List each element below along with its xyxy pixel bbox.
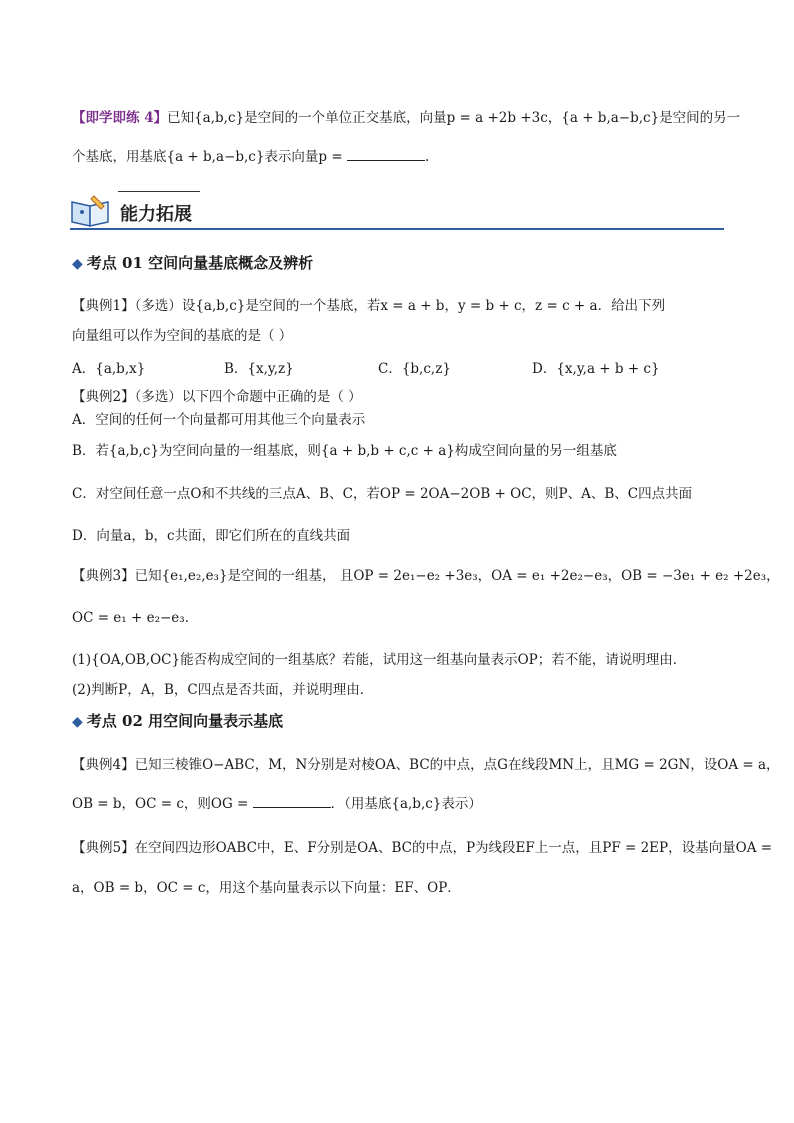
ex3-question-2: (2)判断P，A，B，C四点是否共面，并说明理由． bbox=[72, 682, 374, 698]
practice-4-line-2 bbox=[72, 146, 724, 167]
practice-4-line-1 bbox=[72, 108, 741, 128]
ex5-line-2: a，OB = b，OC = c，用这个基向量表示以下向量：EF、OP． bbox=[72, 880, 461, 896]
ex5-line-1: 【典例5】在空间四边形OABC中，E、F分别是OA、BC的中点，P为线段EF上一点，且PF = 2EP，设基向量OA = bbox=[72, 840, 773, 856]
ex1-option-b: B．{x,y,z} bbox=[224, 361, 294, 377]
answer-blank[interactable] bbox=[347, 146, 425, 161]
ex1-line-1: 【典例1】（多选）设{a,b,c}是空间的一个基底，若x = a + b，y = b + c，z = c + a．给出下列 bbox=[72, 298, 666, 314]
ex1-option-c: C．{b,c,z} bbox=[378, 361, 451, 377]
diamond-icon: ◆ bbox=[72, 256, 83, 272]
ex3-line-1: 【典例3】已知{e₁,e₂,e₃}是空间的一组基， 且OP = 2e₁−e₂ +3e₃，OA = e₁ +2e₂−e₃，OB = −3e₁ + e₂ +2e₃， bbox=[72, 568, 780, 584]
ex2-line-1: 【典例2】（多选）以下四个命题中正确的是（ ） bbox=[72, 389, 362, 405]
ex2-option-c: C．对空间任意一点O和不共线的三点A、B、C，若OP = 2OA−2OB + OC，则P、A、B、C四点共面 bbox=[72, 486, 693, 502]
kp2-title: 考点 02 用空间向量表示基底 bbox=[86, 712, 284, 730]
answer-blank[interactable] bbox=[253, 793, 331, 808]
period: . bbox=[424, 149, 430, 165]
section-header bbox=[70, 188, 724, 230]
ex4-text-b: ．（用基底{a,b,c}表示） bbox=[330, 796, 482, 812]
ex1-option-a: A．{a,b,x} bbox=[72, 361, 146, 377]
ex3-line-2: OC = e₁ + e₂−e₃． bbox=[72, 610, 199, 626]
practice-4-text-2: 个基底，用基底{a + b,a−b,c}表示向量p = bbox=[72, 149, 347, 165]
kp2-heading bbox=[72, 710, 283, 731]
practice-4-text-1: 已知{a,b,c}是空间的一个单位正交基底，向量p = a +2b +3c，{a + b,a−b,c}是空间的另一 bbox=[167, 110, 741, 126]
ex3-question-1: (1){OA,OB,OC}能否构成空间的一组基底？若能，试用这一组基向量表示OP；若不能，请说明理由． bbox=[72, 652, 687, 668]
book-pencil-icon bbox=[70, 192, 114, 228]
section-title-rule bbox=[118, 191, 200, 192]
ex2-option-d: D．向量a，b，c共面，即它们所在的直线共面 bbox=[72, 528, 351, 544]
section-title: 能力拓展 bbox=[120, 204, 192, 225]
kp1-title: 考点 01 空间向量基底概念及辨析 bbox=[86, 254, 314, 272]
ex2-option-a: A．空间的任何一个向量都可用其他三个向量表示 bbox=[72, 412, 366, 428]
practice-4-label: 【即学即练 4】 bbox=[72, 110, 168, 126]
ex1-line-2: 向量组可以作为空间的基底的是（ ） bbox=[72, 328, 293, 344]
ex4-text-a: OB = b，OC = c，则OG = bbox=[72, 796, 253, 812]
ex2-option-b: B．若{a,b,c}为空间向量的一组基底，则{a + b,b + c,c + a}构成空间向量的另一组基底 bbox=[72, 443, 617, 459]
kp1-heading bbox=[72, 252, 313, 273]
diamond-icon: ◆ bbox=[72, 714, 83, 730]
ex4-line-1: 【典例4】已知三棱锥O−ABC，M，N分别是对棱OA、BC的中点，点G在线段MN上，且MG = 2GN，设OA = a， bbox=[72, 757, 780, 773]
ex4-line-2 bbox=[72, 793, 724, 814]
ex1-option-d: D．{x,y,a + b + c} bbox=[532, 361, 660, 377]
